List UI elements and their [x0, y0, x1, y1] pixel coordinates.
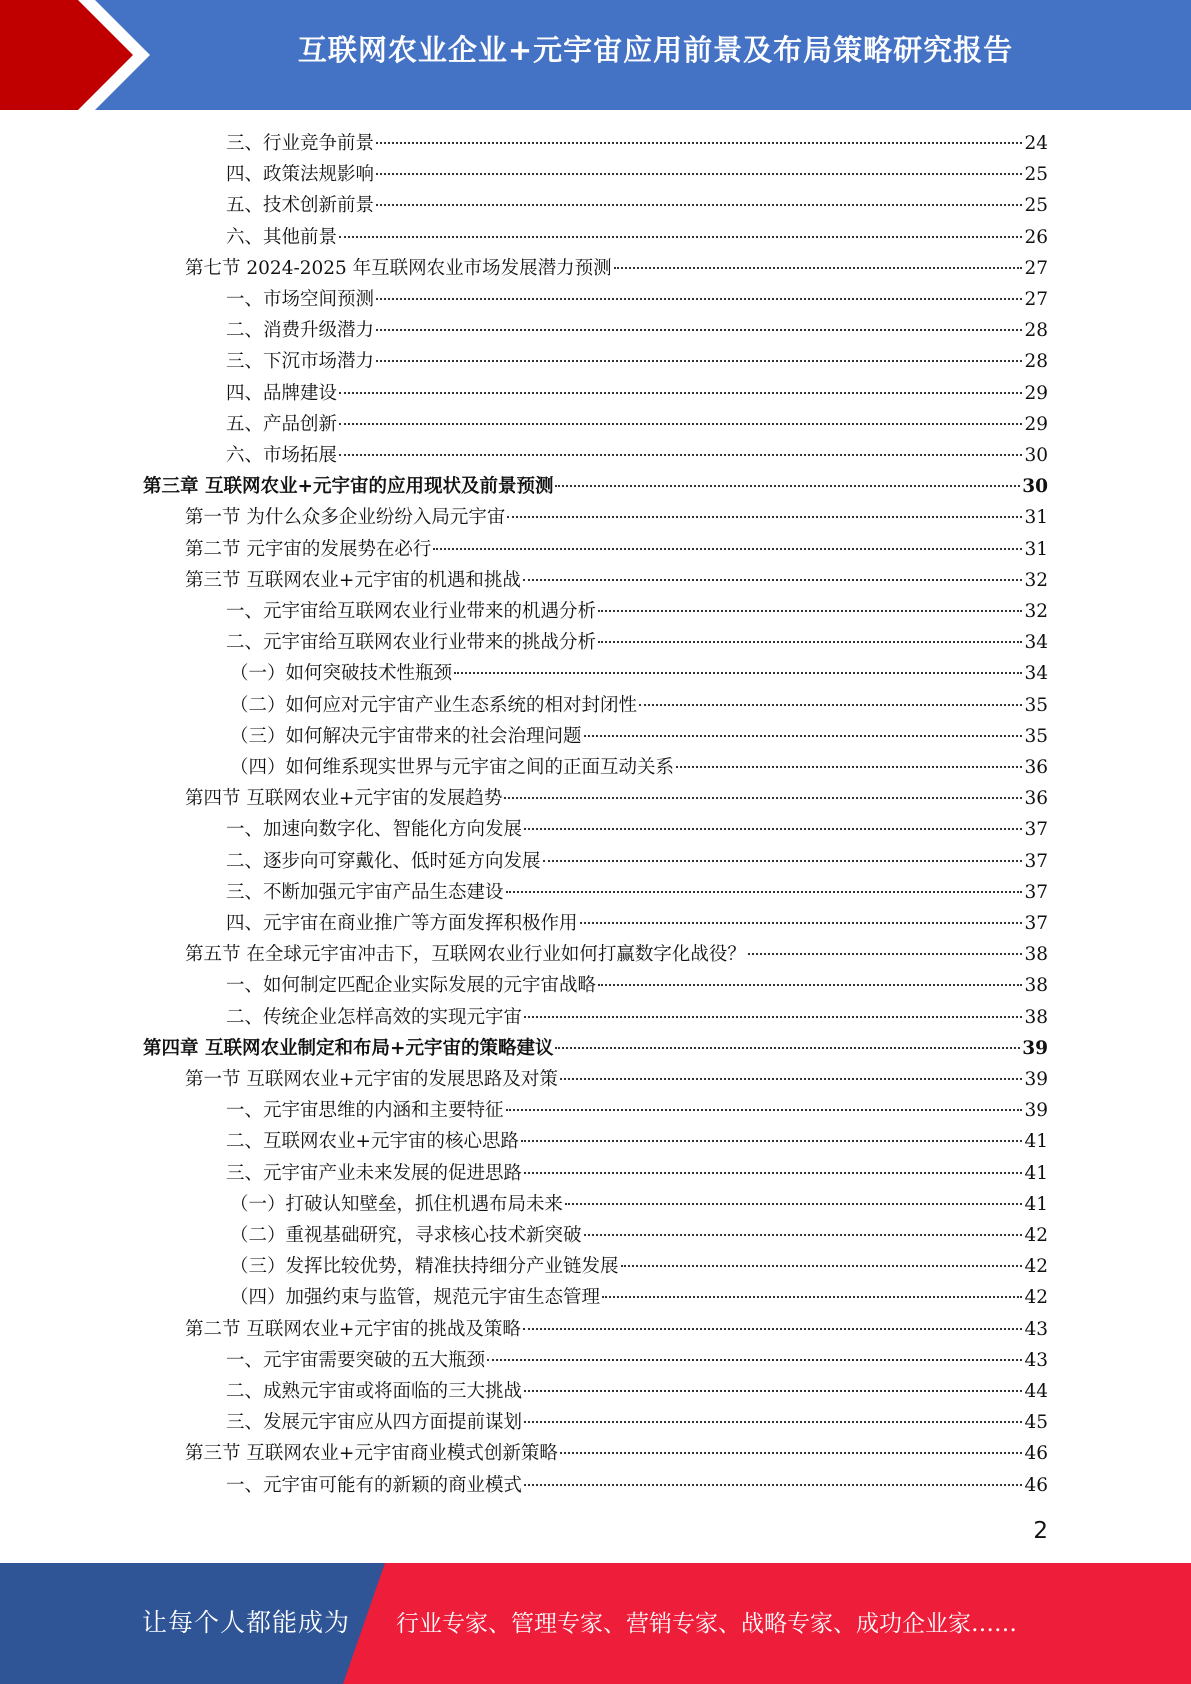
toc-entry-title: （四）加强约束与监管，规范元宇宙生态管理 [230, 1287, 601, 1309]
toc-entry[interactable] [185, 1314, 1048, 1345]
toc-entry-page: 24 [1024, 133, 1048, 154]
toc-entry-title: 三、下沉市场潜力 [226, 351, 375, 373]
toc-entry-page: 41 [1024, 1131, 1048, 1153]
toc-entry-title: 一、加速向数字化、智能化方向发展 [226, 819, 523, 841]
toc-entry-page: 42 [1024, 1225, 1048, 1246]
toc-dot-leader [584, 735, 1023, 737]
header-red-chevron [0, 0, 133, 110]
toc-entry[interactable] [226, 1345, 1048, 1376]
toc-entry-page: 31 [1024, 507, 1048, 529]
toc-entry-page: 30 [1024, 445, 1048, 466]
toc-entry[interactable] [226, 1376, 1048, 1407]
toc-entry-title: 二、消费升级潜力 [226, 320, 375, 342]
toc-entry-title: 第七节 2024-2025 年互联网农业市场发展潜力预测 [185, 257, 612, 279]
toc-entry[interactable] [226, 596, 1048, 627]
toc-entry-page: 38 [1024, 1006, 1048, 1028]
toc-entry-title: （四）如何维系现实世界与元宇宙之间的正面互动关系 [230, 757, 675, 778]
toc-dot-leader [555, 485, 1020, 487]
toc-entry[interactable] [226, 128, 1048, 159]
toc-entry-title: 第三章 互联网农业+元宇宙的应用现状及前景预测 [143, 476, 554, 498]
toc-entry-page: 34 [1024, 632, 1048, 654]
toc-dot-leader [602, 1296, 1022, 1298]
toc-dot-leader [621, 1265, 1023, 1267]
toc-dot-leader [506, 891, 1023, 893]
toc-entry-title: 一、元宇宙可能有的新颖的商业模式 [226, 1474, 523, 1496]
toc-dot-leader [454, 672, 1022, 674]
toc-entry[interactable] [226, 1126, 1048, 1157]
toc-entry-page: 44 [1024, 1381, 1048, 1402]
toc-entry-page: 39 [1022, 1037, 1048, 1059]
toc-dot-leader [376, 360, 1022, 362]
toc-entry[interactable] [226, 814, 1048, 845]
toc-dot-leader [524, 1390, 1022, 1392]
toc-entry-page: 39 [1024, 1100, 1048, 1122]
toc-entry-title: 三、不断加强元宇宙产品生态建设 [226, 881, 504, 903]
toc-dot-leader [560, 1452, 1023, 1454]
page-footer [0, 1563, 1191, 1684]
toc-entry-page: 35 [1024, 694, 1048, 716]
toc-entry-title: 二、成熟元宇宙或将面临的三大挑战 [226, 1381, 523, 1402]
toc-entry-title: 三、元宇宙产业未来发展的促进思路 [226, 1162, 523, 1184]
toc-entry-title: 三、发展元宇宙应从四方面提前谋划 [226, 1412, 523, 1434]
toc-entry-page: 41 [1024, 1193, 1048, 1215]
toc-entry-page: 29 [1024, 413, 1048, 435]
toc-entry-title: 二、元宇宙给互联网农业行业带来的挑战分析 [226, 632, 597, 654]
toc-entry-title: 第四章 互联网农业制定和布局+元宇宙的策略建议 [143, 1037, 554, 1059]
toc-entry[interactable] [230, 752, 1048, 783]
page-number: 2 [1033, 1518, 1048, 1544]
toc-entry[interactable] [230, 1282, 1048, 1313]
toc-entry-page: 26 [1024, 226, 1048, 248]
footer-slogan-left: 让每个人都能成为 [142, 1608, 351, 1637]
toc-entry-title: 一、市场空间预测 [226, 289, 375, 310]
toc-dot-leader [376, 142, 1022, 144]
toc-entry[interactable] [185, 534, 1048, 565]
toc-dot-leader [339, 454, 1022, 456]
toc-entry-page: 34 [1024, 663, 1048, 685]
toc-entry-page: 38 [1024, 944, 1048, 966]
toc-dot-leader [639, 704, 1022, 706]
toc-entry-page: 29 [1024, 382, 1048, 404]
toc-entry-page: 46 [1024, 1443, 1048, 1465]
toc-dot-leader [487, 1359, 1022, 1361]
toc-entry[interactable] [226, 970, 1048, 1001]
toc-entry[interactable] [185, 502, 1048, 533]
toc-entry[interactable] [226, 190, 1048, 221]
document-title: 互联网农业企业+元宇宙应用前景及布局策略研究报告 [297, 33, 1014, 67]
toc-entry-page: 37 [1024, 913, 1048, 934]
toc-entry[interactable] [226, 877, 1048, 908]
toc-dot-leader [524, 1172, 1022, 1174]
toc-dot-leader [506, 1109, 1023, 1111]
toc-entry-page: 30 [1022, 476, 1048, 498]
toc-entry-title: 四、品牌建设 [226, 382, 338, 404]
toc-entry[interactable] [230, 1220, 1048, 1251]
toc-entry-title: 五、技术创新前景 [226, 195, 375, 217]
toc-entry-page: 31 [1024, 538, 1048, 560]
toc-entry[interactable] [226, 627, 1048, 658]
toc-entry[interactable] [226, 222, 1048, 253]
toc-entry-title: 二、互联网农业+元宇宙的核心思路 [226, 1131, 520, 1153]
toc-dot-leader [524, 828, 1022, 830]
toc-entry-title: 六、市场拓展 [226, 445, 338, 466]
toc-entry[interactable] [143, 1033, 1048, 1064]
toc-entry-title: 一、元宇宙思维的内涵和主要特征 [226, 1100, 504, 1122]
toc-entry[interactable] [226, 1002, 1048, 1033]
toc-entry-title: 六、其他前景 [226, 226, 338, 248]
toc-entry[interactable] [185, 1438, 1048, 1469]
toc-entry[interactable] [185, 939, 1048, 970]
toc-entry[interactable] [226, 1470, 1048, 1501]
toc-entry-title: 第二节 元宇宙的发展势在必行 [185, 538, 432, 560]
toc-entry[interactable] [230, 1251, 1048, 1282]
toc-dot-leader [523, 1328, 1023, 1330]
toc-dot-leader [676, 766, 1022, 768]
toc-entry-title: 四、元宇宙在商业推广等方面发挥积极作用 [226, 913, 578, 934]
toc-entry-page: 28 [1024, 320, 1048, 342]
toc-entry-title: （一）如何突破技术性瓶颈 [230, 663, 453, 685]
toc-entry-page: 25 [1024, 195, 1048, 217]
toc-entry-title: 二、传统企业怎样高效的实现元宇宙 [226, 1006, 523, 1028]
footer-slogan-right: 行业专家、管理专家、营销专家、战略专家、成功企业家…… [396, 1611, 1017, 1637]
toc-dot-leader [433, 548, 1022, 550]
toc-entry-page: 42 [1024, 1287, 1048, 1309]
toc-entry-page: 39 [1024, 1069, 1048, 1090]
toc-dot-leader [339, 423, 1022, 425]
toc-dot-leader [580, 922, 1023, 924]
toc-entry-page: 43 [1024, 1349, 1048, 1371]
toc-dot-leader [598, 610, 1022, 612]
toc-dot-leader [523, 579, 1023, 581]
toc-entry[interactable] [226, 1407, 1048, 1438]
toc-entry-title: 第五节 在全球元宇宙冲击下，互联网农业行业如何打赢数字化战役？ [185, 944, 746, 966]
toc-dot-leader [524, 1484, 1022, 1486]
toc-entry[interactable] [226, 908, 1048, 939]
toc-entry[interactable] [185, 783, 1048, 814]
toc-entry-page: 46 [1024, 1474, 1048, 1496]
toc-dot-leader [507, 516, 1022, 518]
toc-entry-page: 32 [1024, 569, 1048, 591]
toc-entry-page: 37 [1024, 850, 1048, 872]
page-header [0, 0, 1191, 110]
toc-dot-leader [555, 1047, 1020, 1049]
toc-entry-page: 28 [1024, 351, 1048, 373]
toc-entry[interactable] [226, 440, 1048, 471]
toc-dot-leader [560, 1078, 1023, 1080]
toc-dot-leader [504, 797, 1022, 799]
toc-dot-leader [339, 236, 1022, 238]
toc-dot-leader [748, 953, 1023, 955]
toc-dot-leader [565, 1203, 1022, 1205]
toc-dot-leader [598, 984, 1022, 986]
toc-entry-page: 35 [1024, 725, 1048, 747]
toc-entry-title: 第一节 互联网农业+元宇宙的发展思路及对策 [185, 1069, 558, 1090]
toc-entry-title: 四、政策法规影响 [226, 164, 375, 186]
toc-entry-title: 第二节 互联网农业+元宇宙的挑战及策略 [185, 1318, 521, 1340]
toc-dot-leader [339, 392, 1022, 394]
toc-entry[interactable] [226, 378, 1048, 409]
toc-entry[interactable] [230, 1189, 1048, 1220]
toc-entry-page: 38 [1024, 975, 1048, 997]
toc-entry-page: 42 [1024, 1256, 1048, 1278]
toc-entry[interactable] [226, 1095, 1048, 1126]
toc-entry[interactable] [226, 159, 1048, 190]
toc-entry-page: 36 [1024, 788, 1048, 810]
toc-dot-leader [376, 204, 1022, 206]
toc-entry[interactable] [185, 253, 1048, 284]
toc-dot-leader [584, 1234, 1023, 1236]
toc-entry-page: 27 [1024, 257, 1048, 279]
toc-entry-page: 37 [1024, 819, 1048, 841]
toc-entry[interactable] [226, 315, 1048, 346]
toc-entry-title: 一、如何制定匹配企业实际发展的元宇宙战略 [226, 975, 597, 997]
toc-entry[interactable] [226, 409, 1048, 440]
toc-entry-title: （一）打破认知壁垒，抓住机遇布局未来 [230, 1193, 564, 1215]
toc-dot-leader [524, 1016, 1022, 1018]
toc-entry-title: 第四节 互联网农业+元宇宙的发展趋势 [185, 788, 503, 810]
toc-entry-title: （三）如何解决元宇宙带来的社会治理问题 [230, 725, 582, 747]
toc-entry[interactable] [226, 846, 1048, 877]
toc-entry[interactable] [185, 565, 1048, 596]
toc-entry-title: 五、产品创新 [226, 413, 338, 435]
toc-dot-leader [614, 267, 1023, 269]
toc-entry[interactable] [230, 721, 1048, 752]
toc-entry-page: 45 [1024, 1412, 1048, 1434]
toc-entry-title: （二）重视基础研究，寻求核心技术新突破 [230, 1225, 582, 1246]
toc-entry[interactable] [226, 284, 1048, 315]
toc-dot-leader [376, 173, 1022, 175]
toc-entry-page: 27 [1024, 289, 1048, 310]
toc-dot-leader [598, 641, 1022, 643]
toc-dot-leader [521, 1140, 1022, 1142]
toc-dot-leader [376, 329, 1022, 331]
toc-dot-leader [543, 860, 1023, 862]
toc-entry-title: 第一节 为什么众多企业纷纷入局元宇宙 [185, 507, 506, 529]
toc-entry-page: 36 [1024, 757, 1048, 778]
toc-entry-title: 三、行业竞争前景 [226, 133, 375, 154]
toc-dot-leader [376, 298, 1022, 300]
toc-entry[interactable] [185, 1064, 1048, 1095]
toc-entry-title: （三）发挥比较优势，精准扶持细分产业链发展 [230, 1256, 619, 1278]
toc-entry-title: （二）如何应对元宇宙产业生态系统的相对封闭性 [230, 694, 638, 716]
toc-entry[interactable] [230, 690, 1048, 721]
toc-entry[interactable] [230, 658, 1048, 689]
toc-entry-title: 一、元宇宙给互联网农业行业带来的机遇分析 [226, 601, 597, 622]
toc-entry-page: 25 [1024, 164, 1048, 186]
toc-dot-leader [524, 1421, 1022, 1423]
toc-entry-page: 41 [1024, 1162, 1048, 1184]
toc-entry[interactable] [226, 1158, 1048, 1189]
toc-entry-title: 第三节 互联网农业+元宇宙的机遇和挑战 [185, 569, 521, 591]
toc-entry-title: 第三节 互联网农业+元宇宙商业模式创新策略 [185, 1443, 558, 1465]
toc-entry-page: 32 [1024, 601, 1048, 622]
toc-entry-page: 43 [1024, 1318, 1048, 1340]
toc-entry-title: 二、逐步向可穿戴化、低时延方向发展 [226, 850, 541, 872]
toc-entry[interactable] [226, 346, 1048, 377]
toc-entry-page: 37 [1024, 881, 1048, 903]
toc-entry[interactable] [143, 471, 1048, 502]
toc-entry-title: 一、元宇宙需要突破的五大瓶颈 [226, 1349, 486, 1371]
